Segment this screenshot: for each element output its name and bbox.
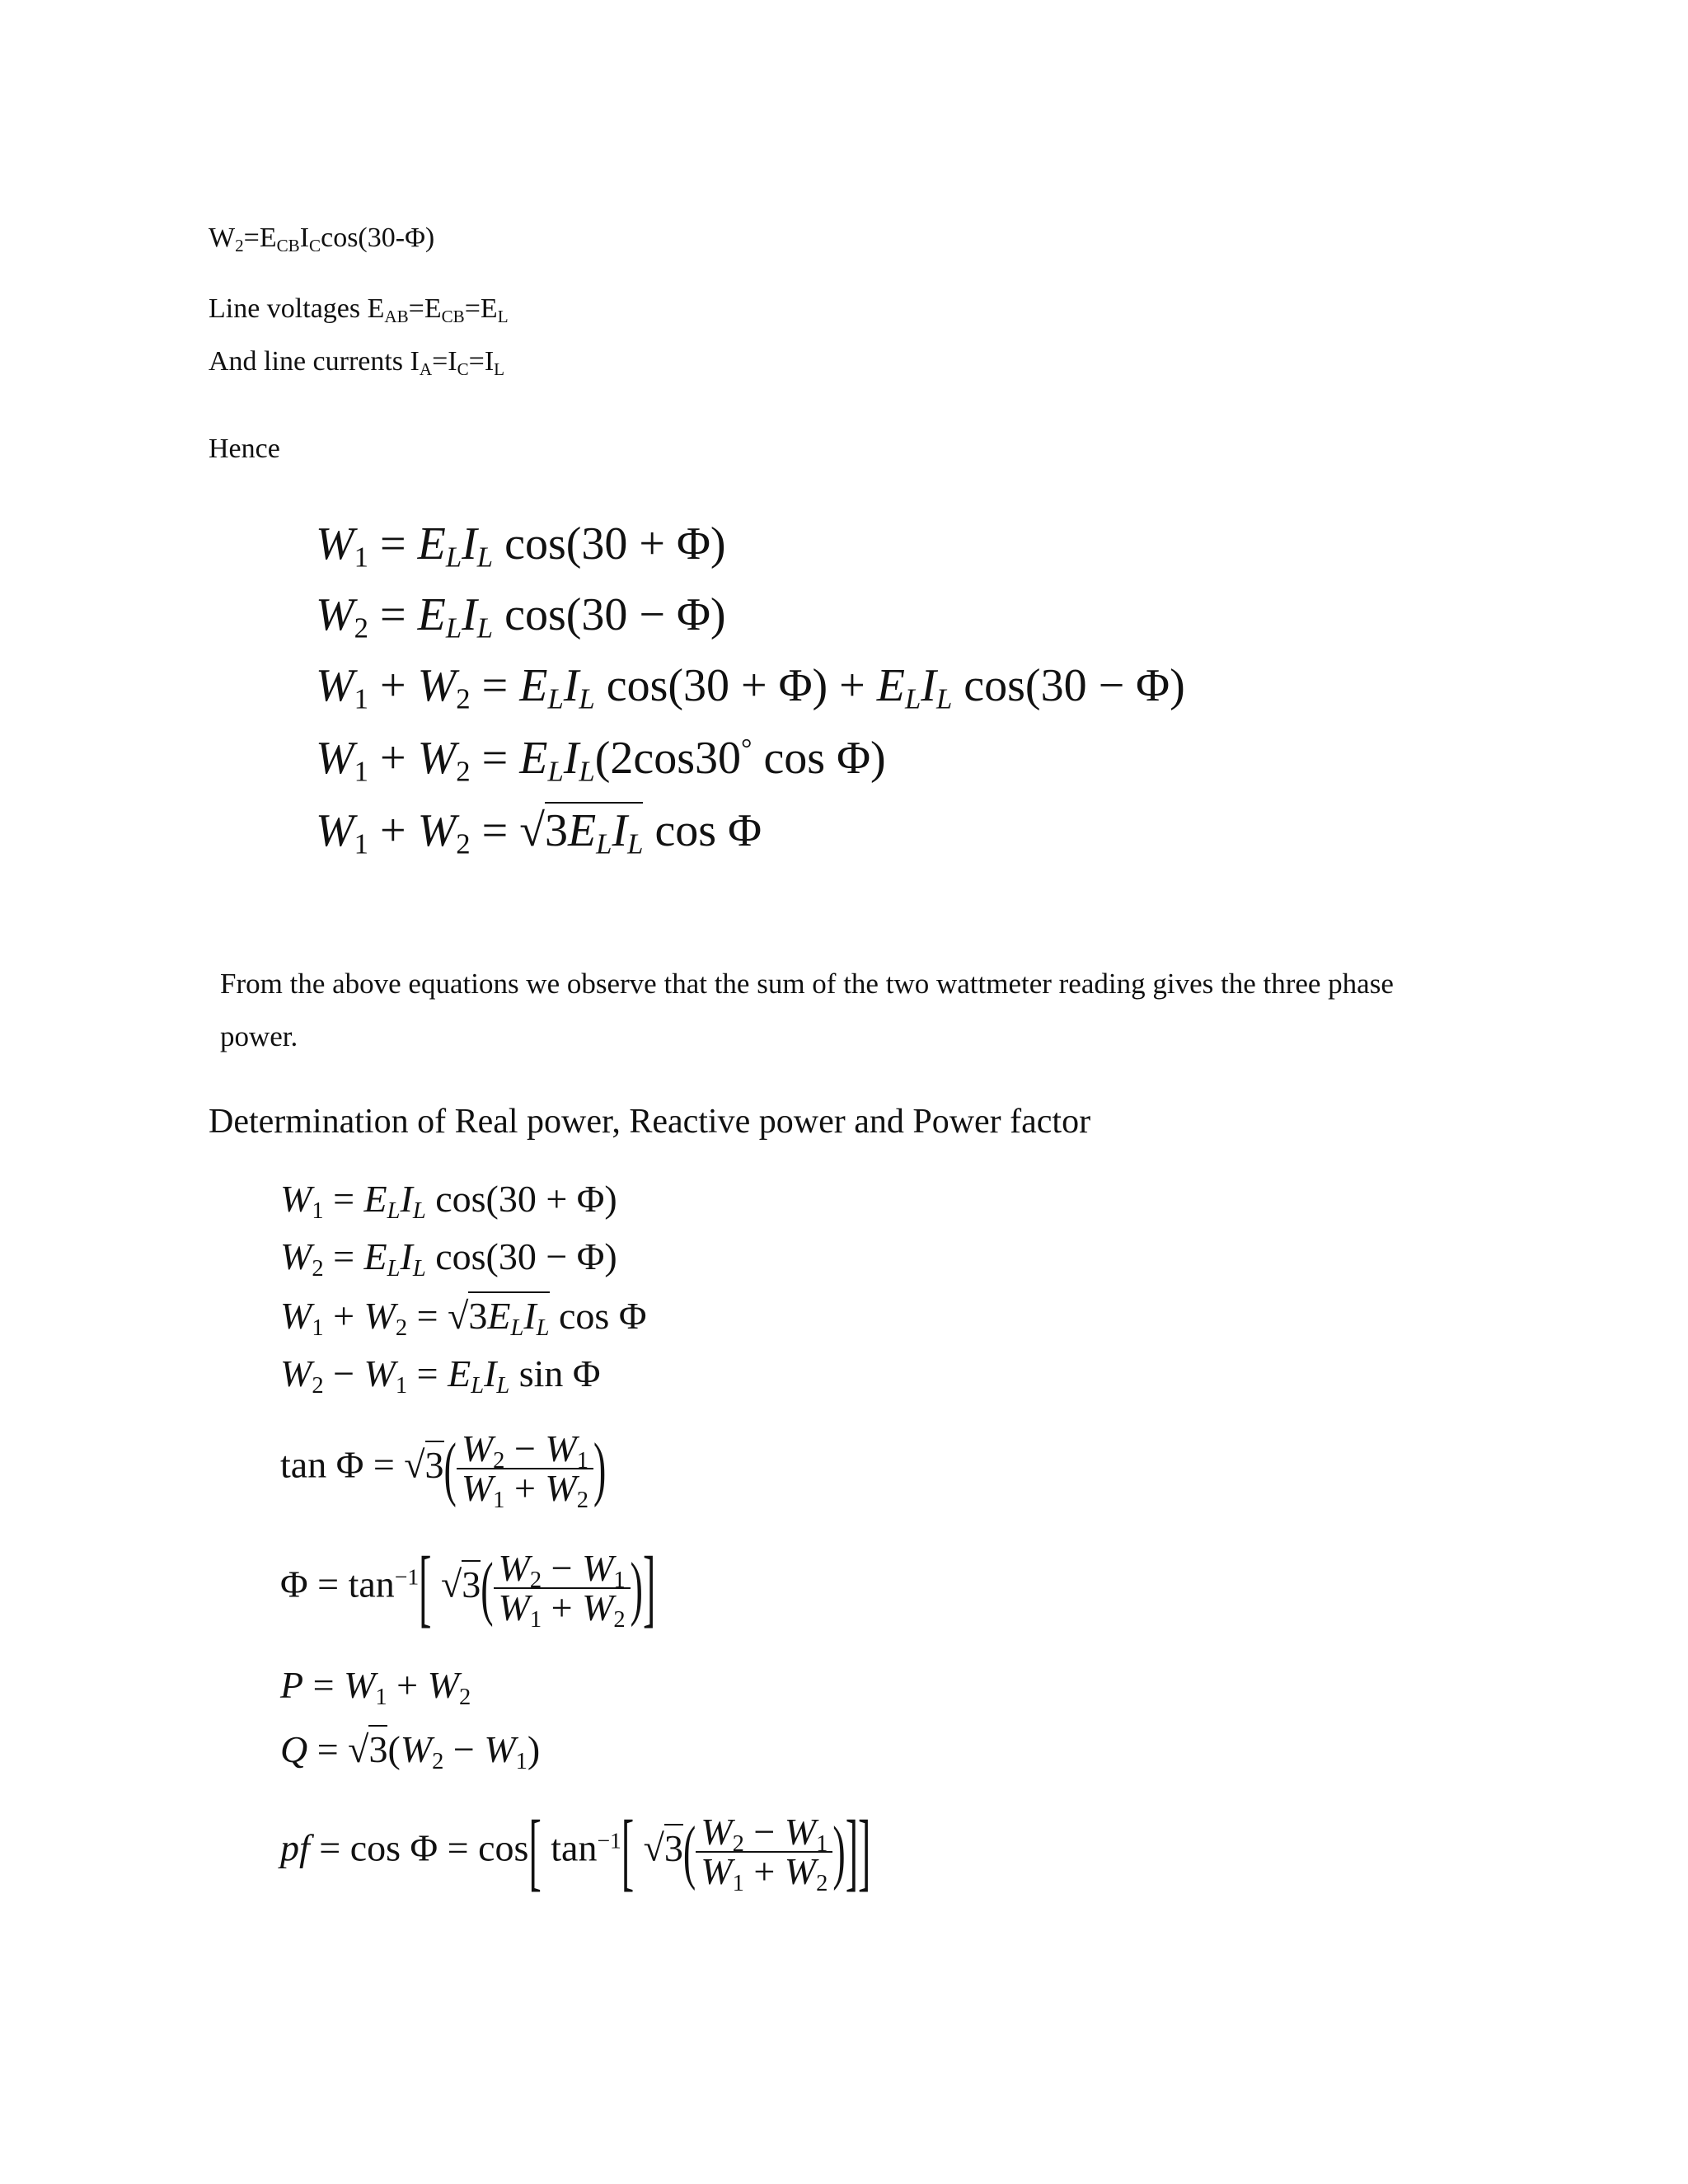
section-heading: Determination of Real power, Reactive power and Power factor (209, 1103, 1091, 1141)
derivation-eq1: $W_1 = E_LI_L$ cos(30 + Φ) (316, 518, 726, 574)
intro-line-currents: And line currents $I_A=I_C=I_L$ (209, 346, 505, 379)
formula-diff: $W_2 - W_1 = E_LI_L$ sin Φ (280, 1352, 601, 1399)
formula-real-power: $P = W_1 + W_2$ (280, 1664, 471, 1710)
formula-power-factor: pf = cos Φ = cos[ $\tan^{-1}$[ √3( $\frac{W_2 - W_1}{W_1 + W_2}$ )]] (280, 1802, 871, 1900)
formula-w1: $W_1 = E_LI_L$ cos(30 + Φ) (280, 1178, 617, 1224)
derivation-eq4: $W_1 + W_2 = E_LI_L(2\cos 30^\circ$ cos Φ) (316, 733, 886, 788)
derivation-eq2: $W_2 = E_LI_L$ cos(30 − Φ) (316, 589, 726, 644)
formula-sum: $W_1 + W_2 = √3E_LI_L$ cos Φ (280, 1297, 646, 1335)
formula-tan-phi: tan Φ = √3( $\frac{W_2 - W_1}{W_1 + W_2}$ ) (280, 1427, 607, 1513)
derivation-eq3: $W_1 + W_2 = E_LI_L$ $\cos(30 + \Phi) + E_LI_L$ cos(30 − Φ) (316, 660, 1185, 715)
observation-paragraph: From the above equations we observe that the sum of the two wattmeter reading gives the three phase power. (220, 968, 1394, 1052)
intro-line-voltages: Line voltages $E_{AB}=E_{CB}=E_L$ (209, 293, 509, 326)
derivation-eq5: $W_1 + W_2 = √3E_LI_L$ cos Φ (316, 808, 762, 854)
formula-w2: $W_2 = E_LI_L$ cos(30 − Φ) (280, 1235, 617, 1282)
formula-reactive-power: $Q = √3(W_2 - W_1)$ (280, 1731, 540, 1769)
hence-label: Hence (209, 434, 280, 464)
intro-line-w2: $W_2=E_{CB}I_C\cos(30-\Phi)$ (209, 223, 435, 255)
formula-phi: $\Phi = \tan^{-1}$[ √3( $\frac{W_2 - W_1}{W_1 + W_2}$ )] (280, 1539, 656, 1636)
